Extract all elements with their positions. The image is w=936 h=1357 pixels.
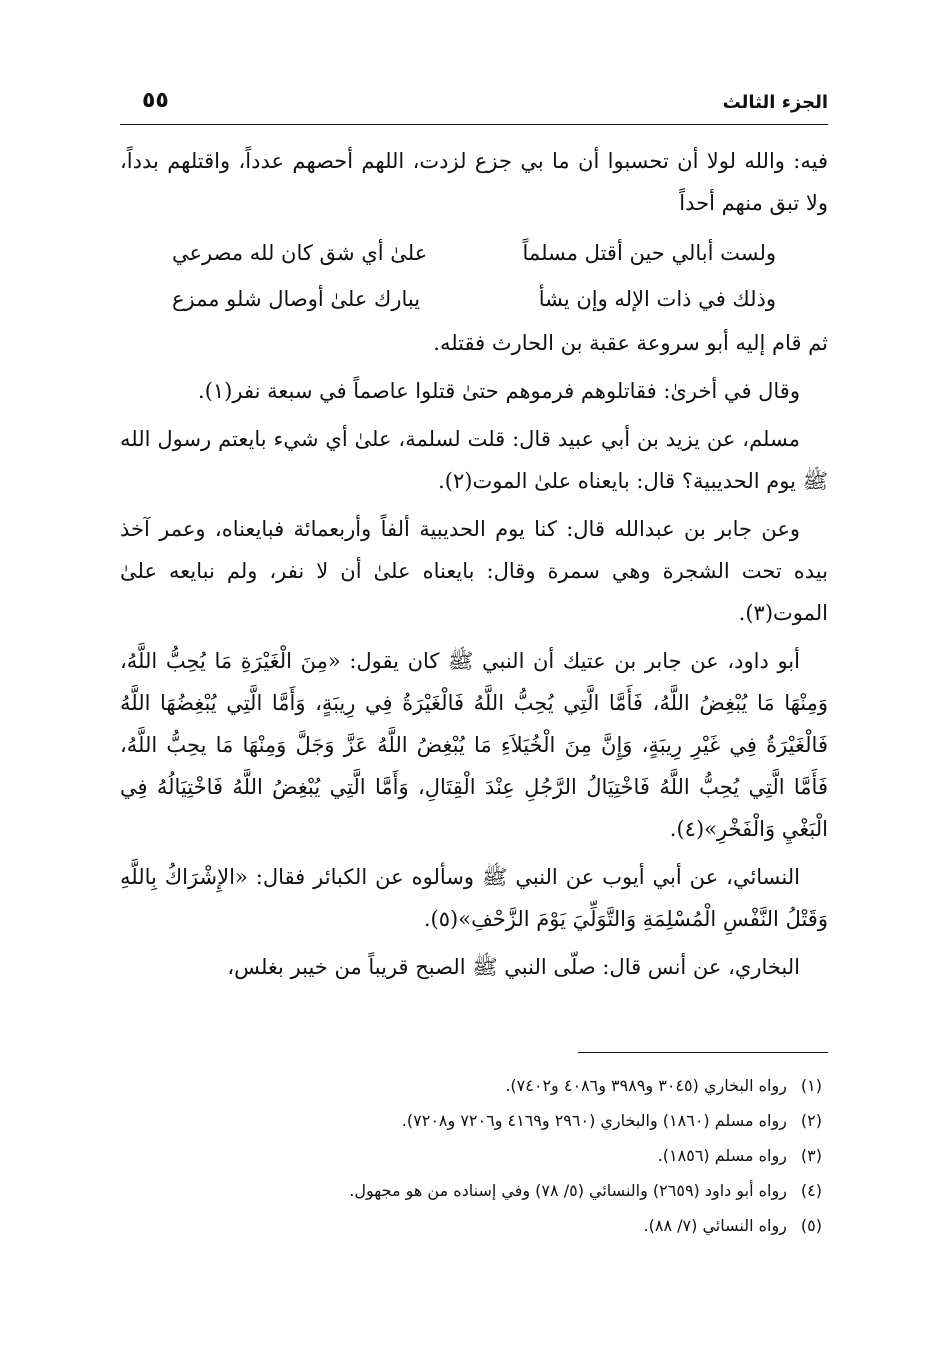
footnote xyxy=(120,1103,828,1138)
paragraph: وقال في أخرىٰ: فقاتلوهم فرموهم حتىٰ قتلوا عاصماً في سبعة نفر(١). xyxy=(198,379,800,403)
footnote-text: رواه أبو داود (٢٦٥٩) والنسائي (٥/ ٧٨) وفي إسناده من هو مجهول. xyxy=(349,1181,787,1200)
paragraph: ثم قام إليه أبو سروعة عقبة بن الحارث فقتله. xyxy=(433,331,828,355)
footnote-text: رواه مسلم (١٨٥٦). xyxy=(657,1146,787,1165)
footnote-text: رواه مسلم (١٨٦٠) والبخاري (٢٩٦٠ و٤١٦٩ و٧٢٠٦ و٧٢٠٨). xyxy=(401,1111,787,1130)
footnote-separator xyxy=(578,1052,828,1053)
footnotes xyxy=(120,1068,828,1243)
verse-hemistich-right: وذلك في ذات الإله وإن يشأ xyxy=(538,287,776,311)
verse-line xyxy=(172,230,776,276)
footnote-text: رواه البخاري (٣٠٤٥ و٣٩٨٩ و٤٠٨٦ و٧٤٠٢). xyxy=(505,1076,787,1095)
main-text xyxy=(120,140,828,994)
paragraph: فيه: والله لولا أن تحسبوا أن ما بي جزع لزدت، اللهم أحصهم عدداً، واقتلهم بدداً، ولا تبق منهم أحداً xyxy=(120,149,828,215)
volume-title: الجزء الثالث xyxy=(722,92,828,113)
page-number: ٥٥ xyxy=(142,88,169,113)
paragraph: النسائي، عن أبي أيوب عن النبي ﷺ وسألوه عن الكبائر فقال: «الإِشْرَاكُ بِاللَّهِ وَقَتْلُ النَّفْسِ الْمُسْلِمَةِ وَالتَّوَلِّيَ يَوْمَ الزَّحْفِ»(٥). xyxy=(120,865,828,931)
verse-line xyxy=(172,276,776,322)
footnote-text: رواه النسائي (٧/ ٨٨). xyxy=(643,1216,787,1235)
paragraph: أبو داود، عن جابر بن عتيك أن النبي ﷺ كان يقول: «مِنَ الْغَيْرَةِ مَا يُحِبُّ اللَّهُ، وَمِنْهَا مَا يُبْغِضُ اللَّهُ، فَأَمَّا الَّتِي يُحِبُّ اللَّهُ فَالْغَيْرَةُ فِي رِيبَةٍ، وَأَمَّا الَّتِي يُبْغِضُهَا اللَّهُ فَالْغَيْرَةُ فِي غَيْرِ رِيبَةٍ، وَإِنَّ مِنَ الْخُيَلاَءِ مَا يُبْغِضُ اللَّهُ عَزَّ وَجَلَّ وَمِنْهَا مَا يحِبُّ اللَّهُ، فَأَمَّا الَّتِي يُحِبُّ اللَّهُ فَاخْتِيَالُ الرَّجُلِ عِنْدَ الْقِتَالِ، وَأَمَّا الَّتِي يُبْغِضُ اللَّهُ فَاخْتِيَالُهُ فِي الْبَغْيِ وَالْفَخْرِ»(٤). xyxy=(120,649,828,841)
page-header xyxy=(120,84,828,125)
footnote-number: (١) xyxy=(800,1076,822,1095)
paragraph: البخاري، عن أنس قال: صلّى النبي ﷺ الصبح قريباً من خيبر بغلس، xyxy=(227,955,800,979)
footnote xyxy=(120,1138,828,1173)
footnote xyxy=(120,1068,828,1103)
footnote-number: (٥) xyxy=(800,1216,822,1235)
footnote-number: (٤) xyxy=(800,1181,822,1200)
paragraph: مسلم، عن يزيد بن أبي عبيد قال: قلت لسلمة، علىٰ أي شيء بايعتم رسول الله ﷺ يوم الحديبية؟ قال: بايعناه علىٰ الموت(٢). xyxy=(120,427,828,493)
footnote-number: (٣) xyxy=(800,1146,822,1165)
verse-hemistich-right: ولست أبالي حين أقتل مسلماً xyxy=(522,241,776,265)
verse-hemistich-left: يبارك علىٰ أوصال شلو ممزع xyxy=(172,287,421,311)
footnote-number: (٢) xyxy=(800,1111,822,1130)
paragraph: وعن جابر بن عبدالله قال: كنا يوم الحديبية ألفاً وأربعمائة فبايعناه، وعمر آخذ بيده تحت الشجرة وهي سمرة وقال: بايعناه علىٰ أن لا نفر، ولم نبايعه علىٰ الموت(٣). xyxy=(120,517,828,625)
footnote xyxy=(120,1173,828,1208)
verse-hemistich-left: علىٰ أي شق كان لله مصرعي xyxy=(172,241,428,265)
footnote xyxy=(120,1208,828,1243)
